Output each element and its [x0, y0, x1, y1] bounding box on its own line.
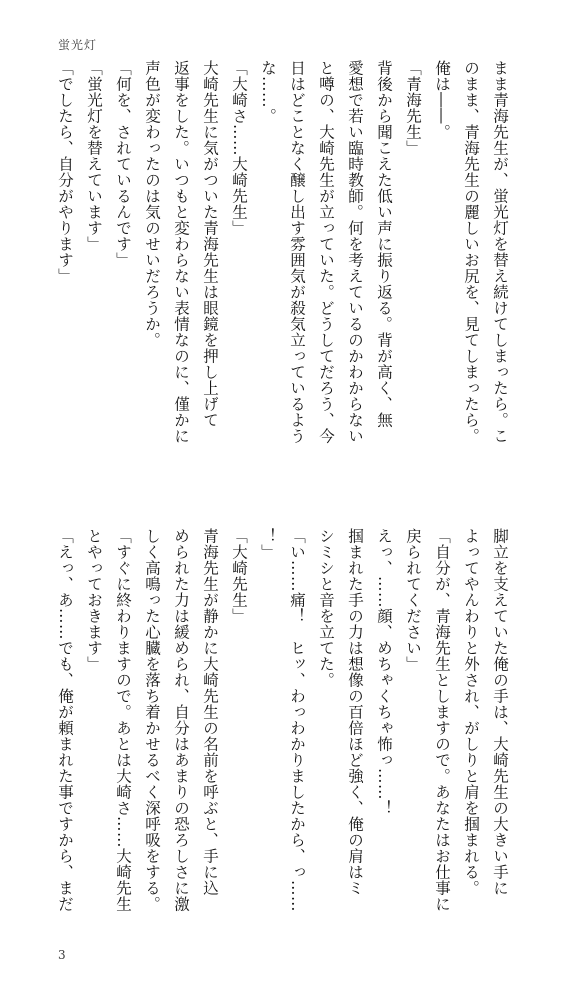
- text-line: 「でしたら、自分がやります」: [56, 60, 74, 284]
- text-line: 日はどことなく醸し出す雰囲気が殺気立っているよう: [288, 60, 306, 444]
- text-line: 青海先生が静かに大崎先生の名前を呼ぶと、手に込: [201, 528, 219, 896]
- page-number: 3: [58, 948, 66, 962]
- text-line: シミシと音を立てた。: [317, 528, 335, 688]
- text-line: 「何を、されているんです」: [114, 60, 132, 268]
- text-line: とやっておきます」: [85, 528, 103, 672]
- text-line: 愛想で若い臨時教師。何を考えているのかわからない: [346, 60, 364, 444]
- text-line: えっ、……顔、めちゃくちゃ怖っ……！: [375, 528, 393, 816]
- text-line: しく高鳴った心臓を落ち着かせるべく深呼吸をする。: [143, 528, 161, 912]
- text-line: 俺は――。: [433, 60, 451, 140]
- text-line: 「えっ、あ……でも、俺が頼まれた事ですから、まだ: [56, 528, 74, 912]
- text-line: 掴まれた手の力は想像の百倍ほど強く、俺の肩はミ: [346, 528, 364, 896]
- text-line: 「い……痛！ ヒッ、わっわかりましたから、っ……: [288, 528, 306, 912]
- text-line: 「大崎さ……大崎先生」: [230, 60, 248, 236]
- text-line: と噂の、大崎先生が立っていた。どうしてだろう、今: [317, 60, 335, 444]
- text-line: 脚立を支えていた俺の手は、大崎先生の大きい手に: [491, 528, 509, 896]
- text-line: 声色が変わったのは気のせいだろうか。: [143, 60, 161, 348]
- text-line: 返事をした。いつもと変わらない表情なのに、僅かに: [172, 60, 190, 444]
- text-line: な……。: [259, 60, 277, 124]
- text-line: 「自分が、青海先生としますので。あなたはお仕事に: [433, 528, 451, 912]
- text-line: まま青海先生が、蛍光灯を替え続けてしまったら。こ: [491, 60, 509, 444]
- text-line: 「青海先生」: [404, 60, 422, 156]
- text-line: められた力は緩められ、自分はあまりの恐ろしさに激: [172, 528, 190, 912]
- running-header: 蛍光灯: [58, 38, 98, 52]
- text-line: よってやんわりと外され、がしりと肩を掴まれる。: [462, 528, 480, 896]
- text-line: ！」: [259, 528, 277, 560]
- text-line: 大崎先生に気がついた青海先生は眼鏡を押し上げて: [201, 60, 219, 428]
- text-line: 戻られてください」: [404, 528, 422, 672]
- text-line: 背後から聞こえた低い声に振り返る。背が高く、無: [375, 60, 393, 428]
- text-line: 「大崎先生」: [230, 528, 248, 624]
- text-line: 「すぐに終わりますので。あとは大崎さ……大崎先生: [114, 528, 132, 912]
- text-line: 「蛍光灯を替えています」: [85, 60, 103, 252]
- text-line: のまま、青海先生の麗しいお尻を、見てしまったら。: [462, 60, 480, 444]
